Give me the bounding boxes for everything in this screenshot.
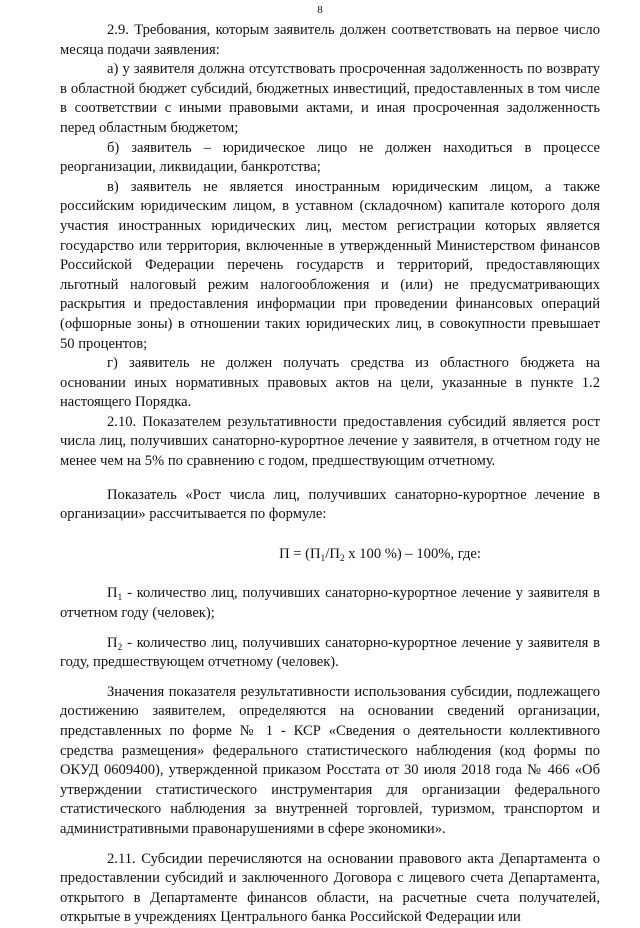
- section-2-10-intro: 2.10. Показателем результативности предоставления субсидий является рост числа лиц, получивших санаторно-курортное лечение у заявителя, в отчетном году не менее чем на 5% по сравнению с годом, предшествующим отчетному.: [60, 413, 600, 470]
- section-2-9-item-a: а) у заявителя должна отсутствовать просроченная задолженность по возврату в областной бюджет субсидий, бюджетных инвестиций, предоставленных в том числе в соответствии с иными правовыми актами, и иная просроченная задолженность перед областным бюджетом;: [60, 61, 600, 136]
- formula-mid: /П: [325, 545, 340, 562]
- definition-p1-symbol: П: [107, 585, 118, 602]
- definition-p1-sub: 1: [117, 593, 123, 604]
- definition-p1: [60, 584, 600, 623]
- section-2-9-item-v: в) заявитель не является иностранным юридическим лицом, а также российским юридическим лицом, в уставном (складочном) капитале которого доля участия иностранных юридических лиц, местом регистрации которых является государство или территория, включенные в утвержденный Министерством финансов Российской Федерации перечень государств и территорий, предоставляющих льготный налоговый режим налогообложения и (или) не предусматривающих раскрытия и предоставления информации при проведении финансовых операций (офшорные зоны) в отношении таких юридических лиц, в совокупности превышает 50 процентов;: [60, 178, 600, 352]
- section-2-9-intro: 2.9. Требования, которым заявитель должен соответствовать на первое число месяца подачи заявления:: [60, 22, 600, 58]
- formula-lhs: П = (П: [279, 545, 321, 562]
- definition-p2-sub: 2: [117, 642, 123, 653]
- section-2-9-item-b: б) заявитель – юридическое лицо не должен находиться в процессе реорганизации, ликвидации, банкротства;: [60, 139, 600, 176]
- document-body: [60, 21, 600, 928]
- definition-p1-text: - количество лиц, получивших санаторно-курортное лечение у заявителя в отчетном году (человек);: [60, 585, 600, 622]
- section-2-9-item-g: г) заявитель не должен получать средства из областного бюджета на основании иных нормативных правовых актов на цели, указанные в пункте 1.2 настоящего Порядка.: [60, 355, 600, 411]
- formula-rhs: х 100 %) – 100%, где:: [344, 545, 481, 562]
- definition-p2-symbol: П: [107, 634, 118, 651]
- formula-sub-1: 1: [320, 553, 326, 564]
- definition-p2: [60, 634, 600, 673]
- formula-sub-2: 2: [339, 553, 345, 564]
- indicator-values-paragraph: Значения показателя результативности использования субсидии, подлежащего достижению заявителем, определяются на основании сведений организации, представленных по форме № 1 - КСР «Сведения о деятельности коллективного средства размещения» федерального статистического наблюдения (код формы по ОКУД 0609400), утвержденной приказом Росстата от 30 июля 2018 года № 466 «Об утверждении статистического инструментария для организации федерального статистического наблюдения за внутренней торговлей, туризмом, транспортом и административными правонарушениями в сфере экономики».: [60, 683, 600, 837]
- definition-p2-text: - количество лиц, получивших санаторно-курортное лечение у заявителя в году, предшествующем отчетному (человек).: [60, 634, 600, 671]
- section-2-11-text: 2.11. Субсидии перечисляются на основании правового акта Департамента о предоставлении субсидий и заключенного Договора с лицевого счета Департамента, открытого в Департаменте финансов области, на расчетные счета получателей, открытые в учреждениях Центрального банка Российской Федерации или: [60, 850, 600, 926]
- formula: [160, 545, 600, 565]
- page-number: 8: [317, 4, 323, 16]
- formula-intro: Показатель «Рост числа лиц, получивших санаторно-курортное лечение в организации» рассчитывается по формуле:: [60, 486, 600, 523]
